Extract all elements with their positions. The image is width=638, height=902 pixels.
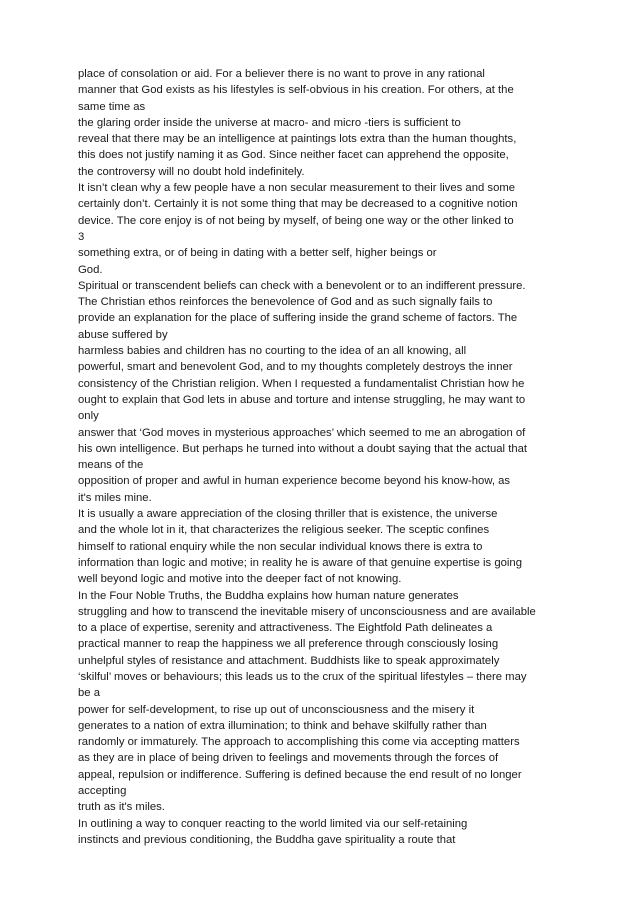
- text-line: opposition of proper and awful in human experience become beyond his know-how, as: [78, 475, 511, 488]
- text-line: consistency of the Christian religion. When I requested a fundamentalist Christian how he: [78, 377, 525, 390]
- text-line: well beyond logic and motive into the deeper fact of not knowing.: [78, 573, 402, 586]
- text-line: place of consolation or aid. For a believer there is no want to prove in any rational: [78, 68, 485, 80]
- text-line: truth as it's miles.: [78, 801, 165, 814]
- text-line: something extra, or of being in dating with a better self, higher beings or: [78, 247, 437, 260]
- text-line: ‘skilful’ moves or behaviours; this leads us to the crux of the spiritual lifestyles – there may: [78, 670, 527, 683]
- text-line: randomly or immaturely. The approach to accomplishing this come via accepting matters: [78, 736, 520, 749]
- text-line: In the Four Noble Truths, the Buddha explains how human nature generates: [78, 589, 459, 602]
- text-line: appeal, repulsion or indifference. Suffering is defined because the end result of no longer: [78, 768, 522, 781]
- text-line: Spiritual or transcendent beliefs can check with a benevolent or to an indifferent pressure.: [78, 279, 526, 292]
- text-line: it's miles mine.: [78, 491, 152, 504]
- text-line: struggling and how to transcend the inevitable misery of unconsciousness and are available: [78, 605, 536, 618]
- text-line: the glaring order inside the universe at macro- and micro -tiers is sufficient to: [78, 116, 461, 129]
- text-line: [78, 848, 558, 864]
- text-line: to a place of expertise, serenity and attractiveness. The Eightfold Path delineates a: [78, 622, 493, 635]
- text-line: provide an explanation for the place of suffering inside the grand scheme of factors. The: [78, 312, 518, 325]
- text-line: device. The core enjoy is of not being by myself, of being one way or the other linked to: [78, 214, 514, 227]
- text-line: information than logic and motive; in reality he is aware of that genuine expertise is going: [78, 556, 522, 569]
- text-line: It isn’t clean why a few people have a non secular measurement to their lives and some: [78, 182, 516, 195]
- text-line: as they are in place of being driven to feelings and movements through the forces of: [78, 752, 499, 765]
- text-line: same time as: [78, 100, 146, 113]
- text-line: only: [78, 410, 99, 423]
- text-line: harmless babies and children has no courting to the idea of an all knowing, all: [78, 345, 467, 358]
- text-line: manner that God exists as his lifestyles is self-obvious in his creation. For others, at the: [78, 84, 514, 97]
- text-line: accepting: [78, 785, 127, 798]
- text-line: abuse suffered by: [78, 328, 168, 341]
- text-line: the controversy will no doubt hold indefinitely.: [78, 165, 305, 178]
- text-line: this does not justify naming it as God. Since neither facet can apprehend the opposite,: [78, 149, 509, 162]
- text-line: unhelpful styles of resistance and attachment. Buddhists like to speak approximately: [78, 654, 500, 667]
- text-line: The Christian ethos reinforces the benevolence of God and as such signally fails to: [78, 296, 493, 309]
- text-line: In outlining a way to conquer reacting to the world limited via our self-retaining: [78, 817, 468, 830]
- text-line: be a: [78, 687, 100, 700]
- text-line: instincts and previous conditioning, the Buddha gave spirituality a route that: [78, 833, 456, 846]
- document-page: [78, 66, 558, 865]
- text-line: certainly don’t. Certainly it is not some thing that may be decreased to a cognitive notion: [78, 198, 518, 211]
- page-number: 3: [78, 230, 85, 243]
- text-line: God.: [78, 263, 103, 276]
- text-line: answer that ‘God moves in mysterious approaches’ which seemed to me an abrogation of: [78, 426, 526, 439]
- text-line: his own intelligence. But perhaps he turned into without a doubt saying that the actual that: [78, 442, 528, 455]
- text-line: means of the: [78, 459, 144, 472]
- text-line: reveal that there may be an intelligence at paintings lots extra than the human thoughts,: [78, 133, 517, 146]
- text-line: It is usually a aware appreciation of the closing thriller that is existence, the universe: [78, 508, 498, 521]
- text-line: ought to explain that God lets in abuse and torture and intense struggling, he may want to: [78, 393, 526, 406]
- text-line: power for self-development, to rise up out of unconsciousness and the misery it: [78, 703, 475, 716]
- text-line: generates to a nation of extra illumination; to think and behave skilfully rather than: [78, 719, 487, 732]
- text-line: practical manner to reap the happiness we all preference through consciously losing: [78, 638, 499, 651]
- text-line: himself to rational enquiry while the non secular individual knows there is extra to: [78, 540, 483, 553]
- text-line: and the whole lot in it, that characterizes the religious seeker. The sceptic confines: [78, 524, 490, 537]
- text-line: powerful, smart and benevolent God, and to my thoughts completely destroys the inner: [78, 361, 513, 374]
